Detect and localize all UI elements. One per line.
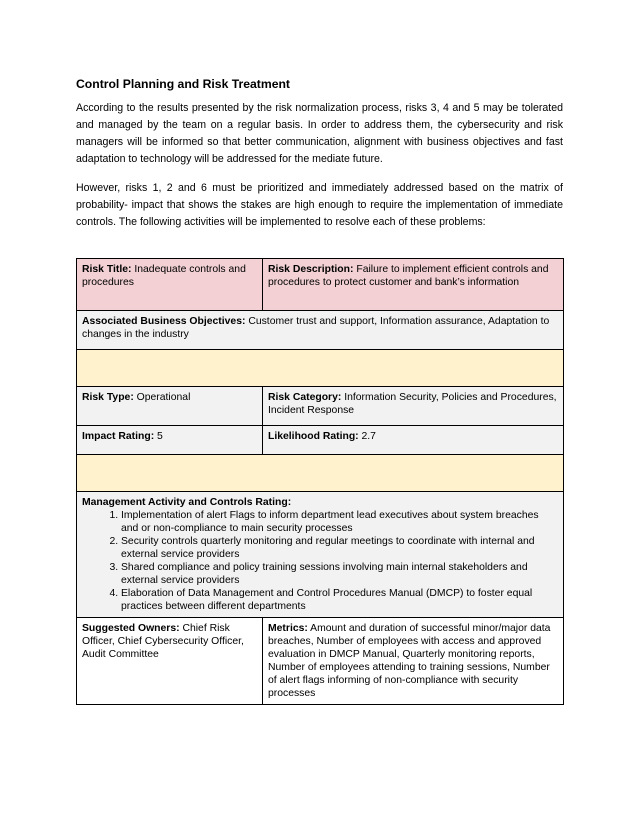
risk-type-label: Risk Type: xyxy=(82,392,134,403)
risk-category-label: Risk Category: xyxy=(268,392,342,403)
risk-title-row xyxy=(77,259,564,311)
management-cell xyxy=(77,492,564,618)
objectives-cell xyxy=(77,311,564,350)
spacer-row-2 xyxy=(77,455,564,492)
impact-rating-label: Impact Rating: xyxy=(82,431,155,442)
paragraph-1: According to the results presented by the risk normalization process, risks 3, 4 and 5 may be tolerated and managed by the team on a regular basis. In order to address them, the cybersecurity and risk managers will be informed so that better communication, alignment with business objectives and fast adaptation to technology will be addressed for the mediate future. xyxy=(76,102,563,165)
rating-row xyxy=(77,426,564,455)
owners-cell xyxy=(77,618,263,705)
objectives-label: Associated Business Objectives: xyxy=(82,316,246,327)
activity-item: 3. Shared compliance and policy training sessions involving main internal stakeholders and external service providers xyxy=(121,561,558,587)
objectives-value: Customer trust and support, Information assurance, Adaptation to changes in the industry xyxy=(82,316,550,340)
risk-type-value: Operational xyxy=(133,392,191,403)
empty-highlight-cell xyxy=(77,350,564,387)
risk-table xyxy=(76,258,564,705)
risk-type-row xyxy=(77,387,564,426)
empty-highlight-cell xyxy=(77,455,564,492)
activity-item: 1. Implementation of alert Flags to inform department lead executives about system breaches and or non-compliance to main security processes xyxy=(121,509,558,535)
activity-item: 2. Security controls quarterly monitoring and regular meetings to coordinate with internal and external service providers xyxy=(121,535,558,561)
owners-label: Suggested Owners: xyxy=(82,623,180,634)
activity-item: 4. Elaboration of Data Management and Control Procedures Manual (DMCP) to foster equal practices between different departments xyxy=(121,587,558,613)
risk-type-cell xyxy=(77,387,263,426)
risk-title-value: Inadequate controls and procedures xyxy=(82,264,246,288)
management-label: Management Activity and Controls Rating: xyxy=(82,497,292,508)
impact-rating-value: 5 xyxy=(154,431,163,442)
risk-title-cell xyxy=(77,259,263,311)
paragraph-2: However, risks 1, 2 and 6 must be prioritized and immediately addressed based on the matrix of probability- impact that shows the stakes are high enough to require the implementation of immediate controls. The following activities will be implemented to resolve each of these problems: xyxy=(76,182,563,228)
metrics-cell xyxy=(263,618,564,705)
metrics-value: Amount and duration of successful minor/major data breaches, Number of employees with access and approved evaluation in DMCP Manual, Quarterly monitoring reports, Number of employees attending to training sessions, Number of alert flags informing of non-compliance with security processes xyxy=(268,623,551,699)
likelihood-rating-cell xyxy=(263,426,564,455)
owners-value: Chief Risk Officer, Chief Cybersecurity Officer, Audit Committee xyxy=(82,623,244,660)
metrics-label: Metrics: xyxy=(268,623,308,634)
risk-category-value: Information Security, Policies and Procedures, Incident Response xyxy=(268,392,557,416)
activities-list xyxy=(82,509,558,613)
impact-rating-cell xyxy=(77,426,263,455)
risk-description-label: Risk Description: xyxy=(268,264,354,275)
owners-metrics-row xyxy=(77,618,564,705)
objectives-row xyxy=(77,311,564,350)
risk-title-label: Risk Title: xyxy=(82,264,132,275)
risk-description-cell xyxy=(263,259,564,311)
risk-category-cell xyxy=(263,387,564,426)
likelihood-rating-value: 2.7 xyxy=(358,431,376,442)
management-row xyxy=(77,492,564,618)
likelihood-rating-label: Likelihood Rating: xyxy=(268,431,359,442)
section-heading: Control Planning and Risk Treatment xyxy=(76,77,290,91)
spacer-row-1 xyxy=(77,350,564,387)
risk-description-value: Failure to implement efficient controls and procedures to protect customer and bank’s information xyxy=(268,264,549,288)
